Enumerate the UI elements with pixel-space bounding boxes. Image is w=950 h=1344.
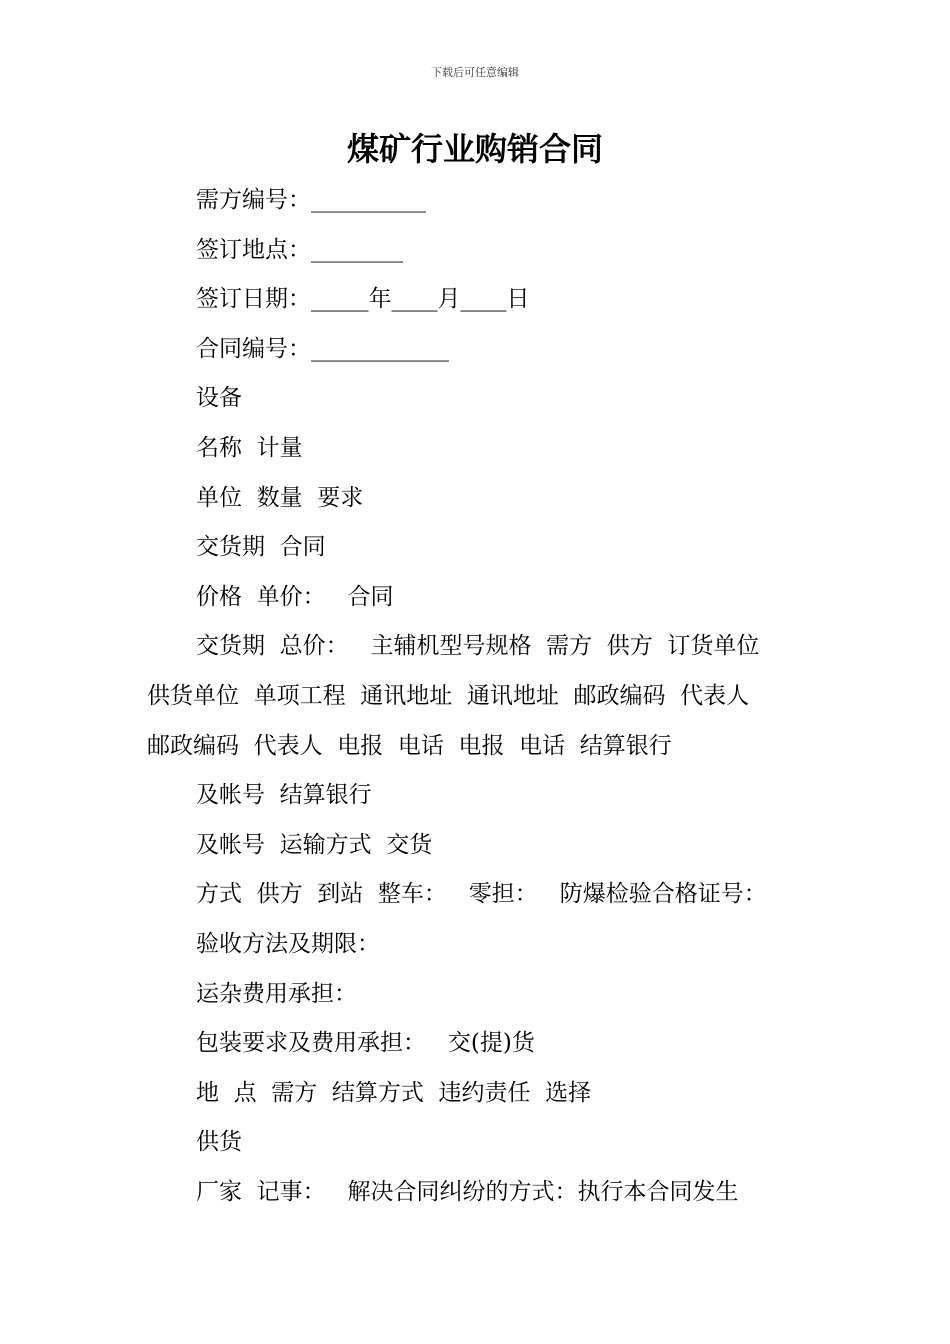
body-line: 需方编号：__________: [196, 187, 426, 213]
body-line: 交货期 总价： 主辅机型号规格 需方 供方 订货单位: [196, 633, 760, 660]
document-title: 煤矿行业购销合同: [346, 130, 603, 168]
body-line: 邮政编码 代表人 电报 电话 电报 电话 结算银行: [147, 732, 672, 759]
body-line: 交货期 合同: [196, 534, 326, 561]
body-line: 合同编号：____________: [196, 335, 449, 362]
header-note: 下载后可任意编辑: [431, 66, 519, 79]
body-line: 签订日期：_____年____月____日: [196, 286, 530, 313]
body-line: 运杂费用承担：: [196, 980, 357, 1007]
body-line: 名称 计量: [196, 434, 303, 461]
body-line: 价格 单价： 合同: [196, 583, 394, 610]
body-line: 供货: [196, 1129, 242, 1156]
body-line: 地 点 需方 结算方式 违约责任 选择: [196, 1079, 592, 1106]
body-line: 验收方法及期限：: [196, 930, 380, 957]
body-line: 供货单位 单项工程 通讯地址 通讯地址 邮政编码 代表人: [147, 682, 750, 709]
body-line: 方式 供方 到站 整车： 零担： 防爆检验合格证号：: [196, 881, 767, 908]
body-line: 签订地点：________: [196, 236, 403, 263]
contract-body: [147, 176, 812, 1217]
body-line: 包装要求及费用承担： 交(提)货: [196, 1030, 535, 1057]
body-line: 及帐号 结算银行: [196, 782, 372, 809]
body-line: 及帐号 运输方式 交货: [196, 831, 433, 858]
body-line: 设备: [196, 385, 242, 412]
body-line: 单位 数量 要求: [196, 484, 364, 511]
body-line: 厂家 记事： 解决合同纠纷的方式：执行本合同发生: [196, 1178, 739, 1205]
